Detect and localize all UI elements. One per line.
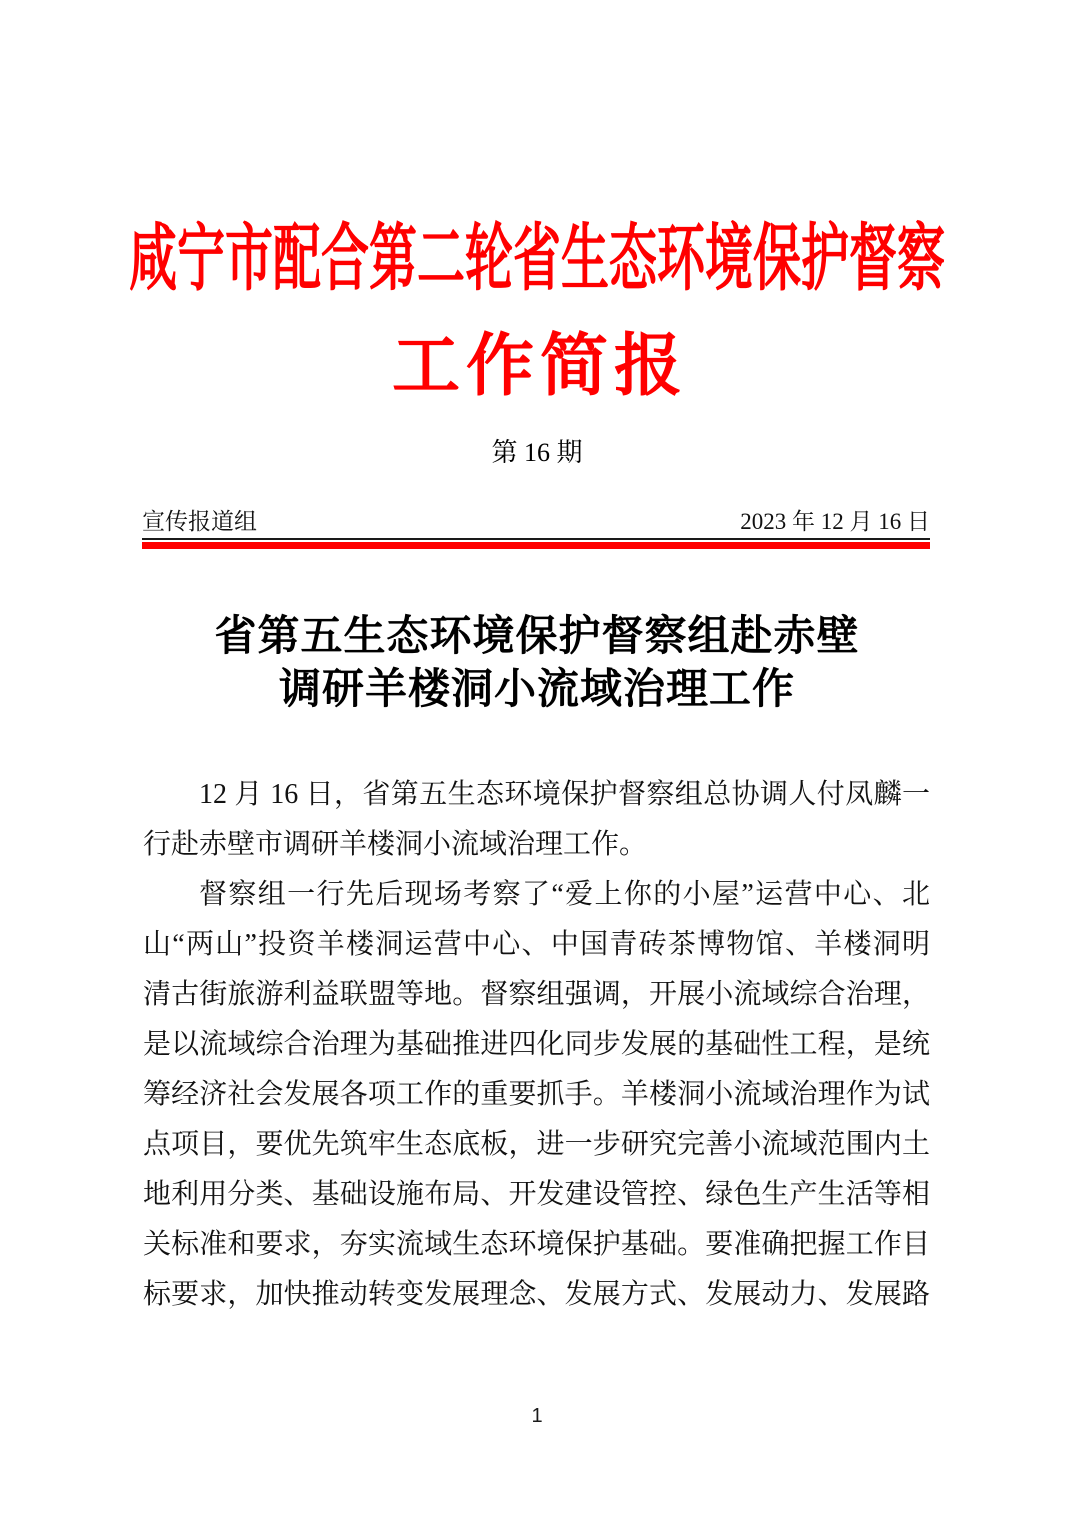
body-line: 行赴赤壁市调研羊楼洞小流域治理工作。: [143, 829, 648, 860]
masthead-title-line2: 工作简报: [391, 328, 688, 404]
body-line: 标要求，加快推动转变发展理念、发展方式、发展动力、发展路: [143, 1279, 930, 1310]
body-paragraph-2: [143, 870, 930, 1320]
issue-number: 第 16 期: [491, 438, 583, 467]
body-line: 点项目，要优先筑牢生态底板，进一步研究完善小流域范围内土: [143, 1129, 930, 1160]
red-divider: [142, 542, 930, 549]
article-title: [0, 611, 1074, 717]
article-title-line2: 调研羊楼洞小流域治理工作: [278, 667, 795, 713]
report-date: 2023 年 12 月 16 日: [740, 509, 930, 534]
body-paragraph-1: [143, 770, 930, 870]
body-line: 督察组一行先后现场考察了“爱上你的小屋”运营中心、北: [199, 879, 930, 910]
masthead-title-line1: 咸宁市配合第二轮省生态环境保护督察: [128, 218, 945, 300]
body-line: 关标准和要求，夯实流域生态环境保护基础。要准确把握工作目: [143, 1229, 930, 1260]
body-line: 清古街旅游利益联盟等地。督察组强调，开展小流域综合治理，: [143, 979, 930, 1010]
thin-black-divider: [142, 538, 930, 540]
body-line: 是以流域综合治理为基础推进四化同步发展的基础性工程，是统: [143, 1029, 930, 1060]
report-group-label: 宣传报道组: [142, 509, 257, 534]
body-line: 地利用分类、基础设施布局、开发建设管控、绿色生产生活等相: [143, 1179, 930, 1210]
article-body: [143, 770, 930, 1320]
meta-row: [142, 508, 930, 536]
body-line: 山“两山”投资羊楼洞运营中心、中国青砖茶博物馆、羊楼洞明: [143, 929, 930, 960]
page-number: 1: [531, 1405, 543, 1427]
body-line: 筹经济社会发展各项工作的重要抓手。羊楼洞小流域治理作为试: [143, 1079, 930, 1110]
article-title-line1: 省第五生态环境保护督察组赴赤壁: [214, 614, 860, 660]
body-line: 12 月 16 日，省第五生态环境保护督察组总协调人付凤麟一: [199, 779, 930, 810]
